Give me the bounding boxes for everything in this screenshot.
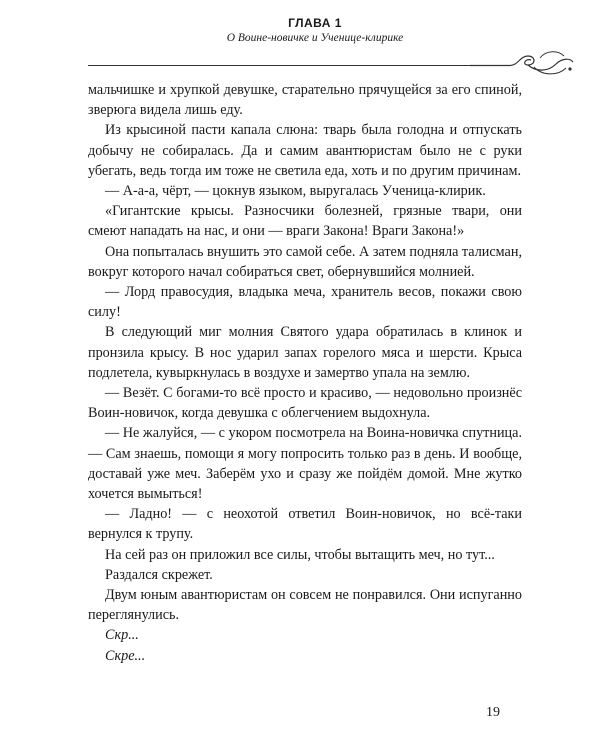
paragraph: Раздался скрежет. (105, 566, 213, 583)
paragraph: Из крысиной пасти капала слюна: тварь была голодна и отпускать добычу не собиралась. Да и самим авантюристам было не с руки убегать, ведь тогда им тоже не светила еда, хоть и по другим причинам. (88, 122, 522, 179)
italic-line: Скр... (105, 627, 139, 644)
paragraph: В следующий миг молния Святого удара обратилась в клинок и пронзила крысу. В нос ударил запах горелого мяса и шерсти. Крыса подлетела, кувыркнулась в воздухе и замертво упала на землю. (88, 324, 522, 381)
thought-quote: «Гигантские крысы. Разносчики болезней, грязные твари, они смеют нападать на нас, и они — враги Закона! Враги Закона!» (88, 203, 522, 240)
header-rule (88, 65, 476, 66)
italic-line: Скре... (105, 647, 146, 664)
chapter-subtitle: О Воине-новичке и Ученице-клирике (226, 32, 404, 44)
flourish-ornament-icon (470, 46, 574, 78)
dialogue-line: — Ладно! — с неохотой ответил Воин-новичок, но всё-таки вернулся к трупу. (88, 506, 522, 543)
dialogue-line: — Не жалуйся, — с укором посмотрела на Воина-новичка спутница. — Сам знаешь, помощи я могу попросить только раз в день. И вообще, доставай уже меч. Заберём ухо и сразу же пойдём домой. Мне жутко хочется вымыться! (88, 425, 522, 503)
paragraph: Двум юным авантюристам он совсем не понравился. Они испуганно переглянулись. (88, 587, 522, 624)
running-header (0, 16, 600, 44)
body-text (88, 80, 522, 666)
dialogue-line: — Везёт. С богами-то всё просто и красиво, — недовольно произнёс Воин-новичок, когда девушка с облегчением выдохнула. (88, 385, 522, 422)
dialogue-line: — А-а-а, чёрт, — цокнув языком, выругалась Ученица-клирик. (105, 183, 486, 200)
paragraph: На сей раз он приложил все силы, чтобы вытащить меч, но тут... (105, 546, 495, 563)
paragraph-continued: мальчишке и хрупкой девушке, старательно прячущейся за его спиной, зверюга видела лишь еду. (88, 82, 522, 119)
paragraph: Она попыталась внушить это самой себе. А затем подняла талисман, вокруг которого начал собираться свет, обернувшийся молнией. (88, 243, 522, 280)
page-number: 19 (486, 705, 500, 720)
dialogue-line: — Лорд правосудия, владыка меча, хранитель весов, покажи свою силу! (88, 284, 522, 321)
chapter-title: ГЛАВА 1 (288, 16, 342, 30)
